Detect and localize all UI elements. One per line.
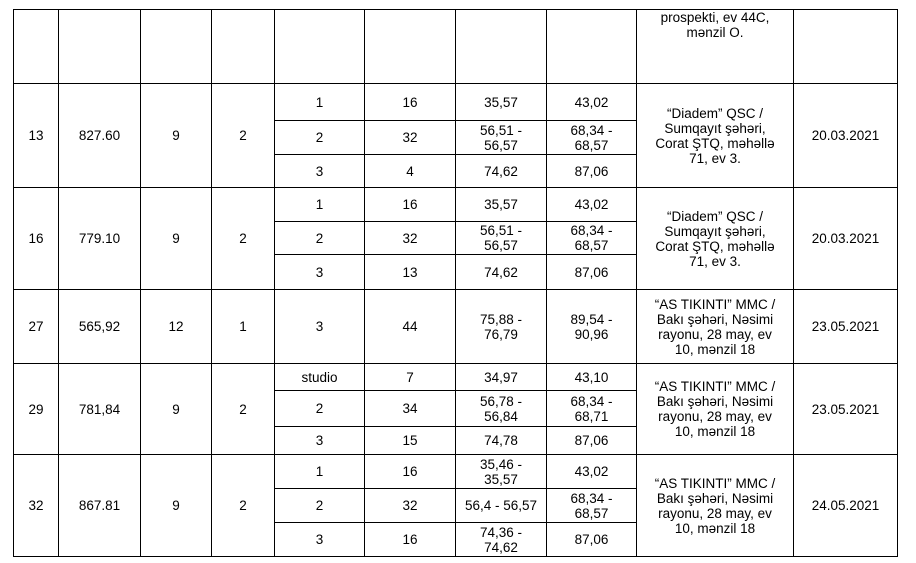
date-cell-text: 20.03.2021 <box>811 231 880 246</box>
rooms-cell-text: 3 <box>315 319 324 334</box>
rooms-cell-text: 1 <box>315 197 324 212</box>
floors-cell <box>141 364 212 455</box>
floors-cell-text: 9 <box>172 231 180 246</box>
date-cell <box>794 290 898 364</box>
rooms-cell-text: 3 <box>315 264 324 280</box>
count-cell <box>365 427 456 455</box>
count-cell-text: 16 <box>402 94 418 110</box>
rooms-cell-text: 2 <box>315 130 324 145</box>
rooms-cell <box>275 255 365 290</box>
area-cell <box>59 290 141 364</box>
living-area-cell-text: 56,51 - 56,57 <box>479 122 523 153</box>
cell-empty <box>59 10 141 84</box>
living-area-cell <box>456 222 547 255</box>
row-number <box>14 188 59 290</box>
count-cell-text: 4 <box>406 163 414 179</box>
cell-empty <box>275 10 365 84</box>
total-area-cell <box>547 391 637 427</box>
count-cell <box>365 523 456 557</box>
count-cell-text: 16 <box>402 532 418 547</box>
developer-cell <box>637 290 794 364</box>
developer-cell <box>637 455 794 557</box>
rooms-cell <box>275 391 365 427</box>
living-area-cell <box>456 364 547 391</box>
living-area-cell-text: 56,51 - 56,57 <box>479 223 523 253</box>
floors-cell <box>141 84 212 188</box>
count-cell <box>365 489 456 523</box>
row-number <box>14 364 59 455</box>
entrances-cell-text: 2 <box>239 401 247 417</box>
count-cell <box>365 155 456 188</box>
total-area-cell <box>547 188 637 222</box>
total-area-cell <box>547 222 637 255</box>
rooms-cell-text: 3 <box>315 433 324 448</box>
living-area-cell <box>456 523 547 557</box>
area-cell-text: 827.60 <box>78 128 121 143</box>
total-area-cell-text: 89,54 - 90,96 <box>570 311 613 342</box>
rooms-cell <box>275 121 365 155</box>
total-area-cell-text: 87,06 <box>574 532 609 547</box>
living-area-cell-text: 34,97 <box>484 369 518 385</box>
floors-cell <box>141 455 212 557</box>
rooms-cell-text: 2 <box>315 230 324 246</box>
rooms-cell <box>275 290 365 364</box>
rooms-cell <box>275 455 365 489</box>
row-number-text: 29 <box>28 401 44 417</box>
rooms-cell-text: 2 <box>315 401 324 416</box>
count-cell-text: 32 <box>402 498 418 513</box>
entrances-cell-text: 2 <box>239 231 247 246</box>
count-cell-text: 13 <box>402 264 418 280</box>
rooms-cell-text: 3 <box>315 532 324 547</box>
living-area-cell <box>456 84 547 121</box>
count-cell <box>365 290 456 364</box>
total-area-cell <box>547 155 637 188</box>
entrances-cell <box>212 84 275 188</box>
count-cell-text: 16 <box>402 464 418 479</box>
cell-empty <box>141 10 212 84</box>
count-cell-text: 15 <box>402 433 418 448</box>
count-cell-text: 16 <box>402 197 418 212</box>
count-cell-text: 34 <box>402 401 418 416</box>
row-number-text: 16 <box>28 231 44 246</box>
total-area-cell <box>547 427 637 455</box>
date-cell <box>794 455 898 557</box>
row-number-text: 32 <box>28 498 44 513</box>
rooms-cell-text: 2 <box>315 498 324 513</box>
living-area-cell <box>456 427 547 455</box>
area-cell-text: 565,92 <box>78 319 121 334</box>
area-cell <box>59 84 141 188</box>
count-cell-text: 32 <box>402 230 418 246</box>
date-cell-text: 20.03.2021 <box>811 128 880 143</box>
date-cell <box>794 188 898 290</box>
entrances-cell-text: 2 <box>239 498 247 513</box>
developer-cell-text: “AS TIKINTI” MMC / Bakı şəhəri, Nəsimi rayonu, 28 may, ev 10, mənzil 18 <box>654 379 776 439</box>
living-area-cell-text: 74,62 <box>484 163 518 179</box>
total-area-cell <box>547 455 637 489</box>
area-cell-text: 779.10 <box>78 231 121 246</box>
living-area-cell-text: 74,36 - 74,62 <box>479 524 523 555</box>
row-number <box>14 84 59 188</box>
rooms-cell <box>275 523 365 557</box>
developer-cell-text: “AS TIKINTI” MMC / Bakı şəhəri, Nəsimi rayonu, 28 may, ev 10, mənzil 18 <box>654 296 776 357</box>
count-cell-text: 7 <box>406 369 414 385</box>
cell-empty <box>794 10 898 84</box>
housing-table <box>13 9 898 557</box>
row-number-text: 27 <box>28 319 44 334</box>
total-area-cell-text: 43,02 <box>574 464 609 479</box>
count-cell <box>365 188 456 222</box>
total-area-cell <box>547 290 637 364</box>
rooms-cell-text: 1 <box>315 94 324 110</box>
rooms-cell <box>275 222 365 255</box>
count-cell <box>365 364 456 391</box>
developer-address: prospekti, ev 44C, mənzil O. <box>660 10 770 40</box>
living-area-cell <box>456 391 547 427</box>
cell-empty <box>456 10 547 84</box>
count-cell-text: 44 <box>402 319 418 334</box>
count-cell <box>365 391 456 427</box>
entrances-cell-text: 2 <box>239 128 247 143</box>
living-area-cell <box>456 290 547 364</box>
area-cell-text: 781,84 <box>78 401 121 417</box>
date-cell <box>794 364 898 455</box>
row-number <box>14 455 59 557</box>
living-area-cell <box>456 489 547 523</box>
total-area-cell-text: 87,06 <box>574 163 609 179</box>
count-cell <box>365 121 456 155</box>
total-area-cell <box>547 121 637 155</box>
table-row <box>14 455 898 489</box>
date-cell-text: 23.05.2021 <box>811 401 880 417</box>
rooms-cell-text: 1 <box>315 464 324 479</box>
developer-cell <box>637 364 794 455</box>
developer-cell-text: “AS TIKINTI” MMC / Bakı şəhəri, Nəsimi rayonu, 28 may, ev 10, mənzil 18 <box>654 475 776 536</box>
date-cell-text: 24.05.2021 <box>811 498 880 513</box>
total-area-cell-text: 87,06 <box>574 264 609 280</box>
rooms-cell-text: 3 <box>315 163 324 179</box>
row-number <box>14 290 59 364</box>
area-cell <box>59 188 141 290</box>
total-area-cell <box>547 364 637 391</box>
developer-cell <box>637 10 794 84</box>
entrances-cell-text: 1 <box>239 319 247 334</box>
total-area-cell-text: 87,06 <box>574 433 609 448</box>
rooms-cell <box>275 427 365 455</box>
living-area-cell-text: 56,4 - 56,57 <box>464 498 538 513</box>
table-row <box>14 364 898 391</box>
developer-cell-text: “Diadem” QSC / Sumqayıt şəhəri, Corat ŞTQ, məhəllə 71, ev 3. <box>655 105 775 166</box>
floors-cell-text: 9 <box>172 128 180 143</box>
developer-cell <box>637 188 794 290</box>
living-area-cell-text: 35,46 - 35,57 <box>479 456 523 487</box>
area-cell <box>59 455 141 557</box>
area-cell <box>59 364 141 455</box>
cell-empty <box>365 10 456 84</box>
entrances-cell <box>212 364 275 455</box>
rooms-cell <box>275 489 365 523</box>
cell-empty <box>14 10 59 84</box>
total-area-cell-text: 43,02 <box>574 197 609 212</box>
entrances-cell <box>212 290 275 364</box>
living-area-cell <box>456 155 547 188</box>
rooms-cell <box>275 188 365 222</box>
living-area-cell <box>456 188 547 222</box>
living-area-cell <box>456 455 547 489</box>
count-cell <box>365 455 456 489</box>
total-area-cell-text: 68,34 - 68,57 <box>570 122 613 153</box>
row-number-text: 13 <box>28 128 44 143</box>
total-area-cell-text: 43,02 <box>574 94 609 110</box>
entrances-cell <box>212 455 275 557</box>
count-cell <box>365 255 456 290</box>
total-area-cell <box>547 84 637 121</box>
developer-cell-text: “Diadem” QSC / Sumqayıt şəhəri, Corat ŞTQ, məhəllə 71, ev 3. <box>655 208 775 269</box>
floors-cell <box>141 188 212 290</box>
total-area-cell <box>547 255 637 290</box>
rooms-cell-text: studio <box>301 369 338 385</box>
floors-cell-text: 9 <box>172 401 180 417</box>
table-row <box>14 290 898 364</box>
count-cell <box>365 84 456 121</box>
table-row <box>14 188 898 222</box>
cell-empty <box>547 10 637 84</box>
total-area-cell-text: 68,34 - 68,57 <box>570 490 613 521</box>
rooms-cell <box>275 364 365 391</box>
cell-empty <box>212 10 275 84</box>
living-area-cell-text: 35,57 <box>484 197 518 212</box>
rooms-cell <box>275 155 365 188</box>
rooms-cell <box>275 84 365 121</box>
total-area-cell <box>547 489 637 523</box>
living-area-cell <box>456 121 547 155</box>
developer-cell <box>637 84 794 188</box>
date-cell <box>794 84 898 188</box>
total-area-cell-text: 68,34 - 68,57 <box>570 223 613 253</box>
area-cell-text: 867.81 <box>78 498 121 513</box>
count-cell <box>365 222 456 255</box>
living-area-cell-text: 56,78 - 56,84 <box>479 393 523 424</box>
living-area-cell-text: 75,88 - 76,79 <box>479 311 523 342</box>
living-area-cell-text: 74,78 <box>484 433 518 448</box>
total-area-cell-text: 43,10 <box>574 369 609 385</box>
living-area-cell-text: 35,57 <box>484 94 518 110</box>
count-cell-text: 32 <box>402 130 418 145</box>
table-row <box>14 10 898 84</box>
date-cell-text: 23.05.2021 <box>811 319 880 334</box>
total-area-cell-text: 68,34 - 68,71 <box>570 393 613 424</box>
table-row <box>14 84 898 121</box>
total-area-cell <box>547 523 637 557</box>
entrances-cell <box>212 188 275 290</box>
floors-cell <box>141 290 212 364</box>
living-area-cell-text: 74,62 <box>484 264 518 280</box>
living-area-cell <box>456 255 547 290</box>
floors-cell-text: 9 <box>172 498 180 513</box>
floors-cell-text: 12 <box>168 319 184 334</box>
